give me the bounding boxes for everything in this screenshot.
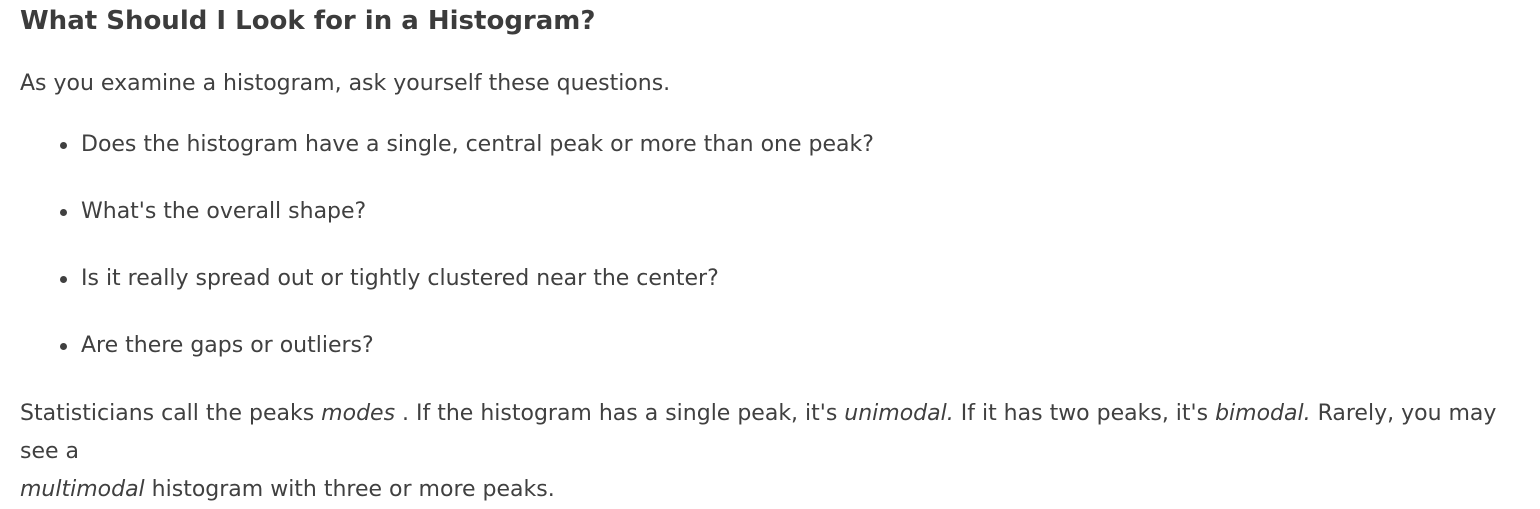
- conclusion-text: If it has two peaks, it's: [953, 401, 1216, 426]
- section-heading: What Should I Look for in a Histogram?: [20, 6, 596, 36]
- bullet-icon: [60, 276, 67, 283]
- term-unimodal: unimodal.: [844, 401, 954, 426]
- conclusion-text: Rarely, you may see a: [20, 401, 1497, 464]
- list-item-text: What's the overall shape?: [81, 199, 367, 224]
- list-item-text: Is it really spread out or tightly clustered near the center?: [81, 266, 719, 291]
- list-item: [60, 329, 874, 363]
- bullet-icon: [60, 142, 67, 149]
- term-modes: modes: [321, 401, 396, 426]
- conclusion-text: Statisticians call the peaks: [20, 401, 322, 426]
- term-multimodal: multimodal: [20, 477, 145, 502]
- list-item-text: Are there gaps or outliers?: [81, 333, 374, 358]
- list-item: [60, 195, 874, 229]
- questions-list: [60, 128, 874, 396]
- list-item-text: Does the histogram have a single, central peak or more than one peak?: [81, 132, 874, 157]
- term-bimodal: bimodal.: [1215, 401, 1311, 426]
- bullet-icon: [60, 343, 67, 350]
- conclusion-paragraph: [20, 395, 1520, 509]
- list-item: [60, 262, 874, 296]
- conclusion-text: histogram with three or more peaks.: [144, 477, 555, 502]
- conclusion-text: . If the histogram has a single peak, it's: [395, 401, 845, 426]
- list-item: [60, 128, 874, 162]
- intro-paragraph: As you examine a histogram, ask yourself these questions.: [20, 71, 671, 96]
- bullet-icon: [60, 209, 67, 216]
